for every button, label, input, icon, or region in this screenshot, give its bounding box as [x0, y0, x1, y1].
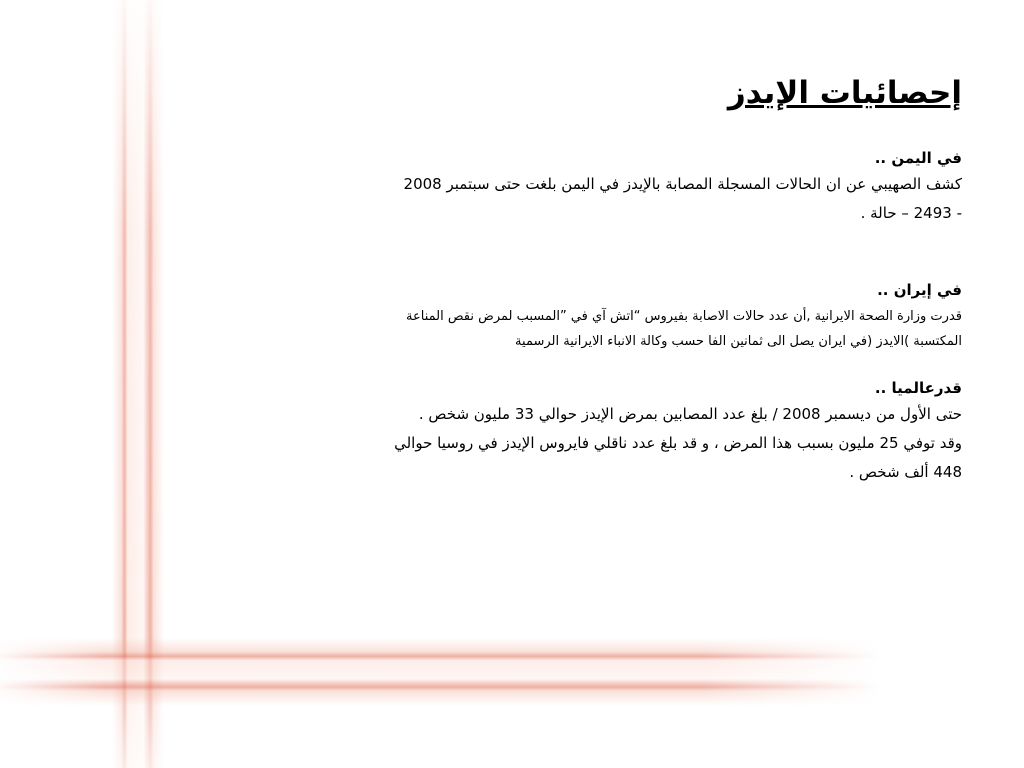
- section-iran: [262, 278, 962, 354]
- section-heading-world: قدرعالميا ..: [874, 379, 962, 397]
- slide-content: [262, 70, 962, 487]
- section-world: [262, 376, 962, 487]
- world-line-3: 448 ألف شخص .: [849, 463, 962, 481]
- slide-title: إحصائيات الإيدز: [727, 75, 962, 111]
- yemen-line-1: كشف الصهيبي عن ان الحالات المسجلة المصابة بالإيدز في اليمن بلغت حتى سبتمبر 2008: [403, 175, 962, 193]
- horizontal-decorative-band: [0, 638, 880, 706]
- world-line-1: حتى الأول من ديسمبر 2008 / بلغ عدد المصابين بمرض الإيدز حوالي 33 مليون شخص .: [418, 405, 962, 423]
- section-heading-yemen: في اليمن ..: [874, 149, 962, 167]
- world-line-2: وقد توفي 25 مليون بسبب هذا المرض ، و قد بلغ عدد ناقلي فايروس الإيدز في روسيا حوالي: [394, 434, 962, 452]
- vertical-decorative-band: [112, 0, 164, 768]
- iran-line-2: المكتسبة )الايدز (في ايران يصل الى ثمانين الفا حسب وكالة الانباء الايرانية الرسمية: [515, 334, 962, 349]
- section-heading-iran: في إيران ..: [877, 281, 962, 299]
- section-yemen: [262, 146, 962, 228]
- yemen-line-2: - 2493 – حالة .: [860, 204, 962, 222]
- iran-line-1: قدرت وزارة الصحة الايرانية ,أن عدد حالات الاصابة بفيروس “اتش آي في ”المسبب لمرض نقص المناعة: [406, 309, 962, 324]
